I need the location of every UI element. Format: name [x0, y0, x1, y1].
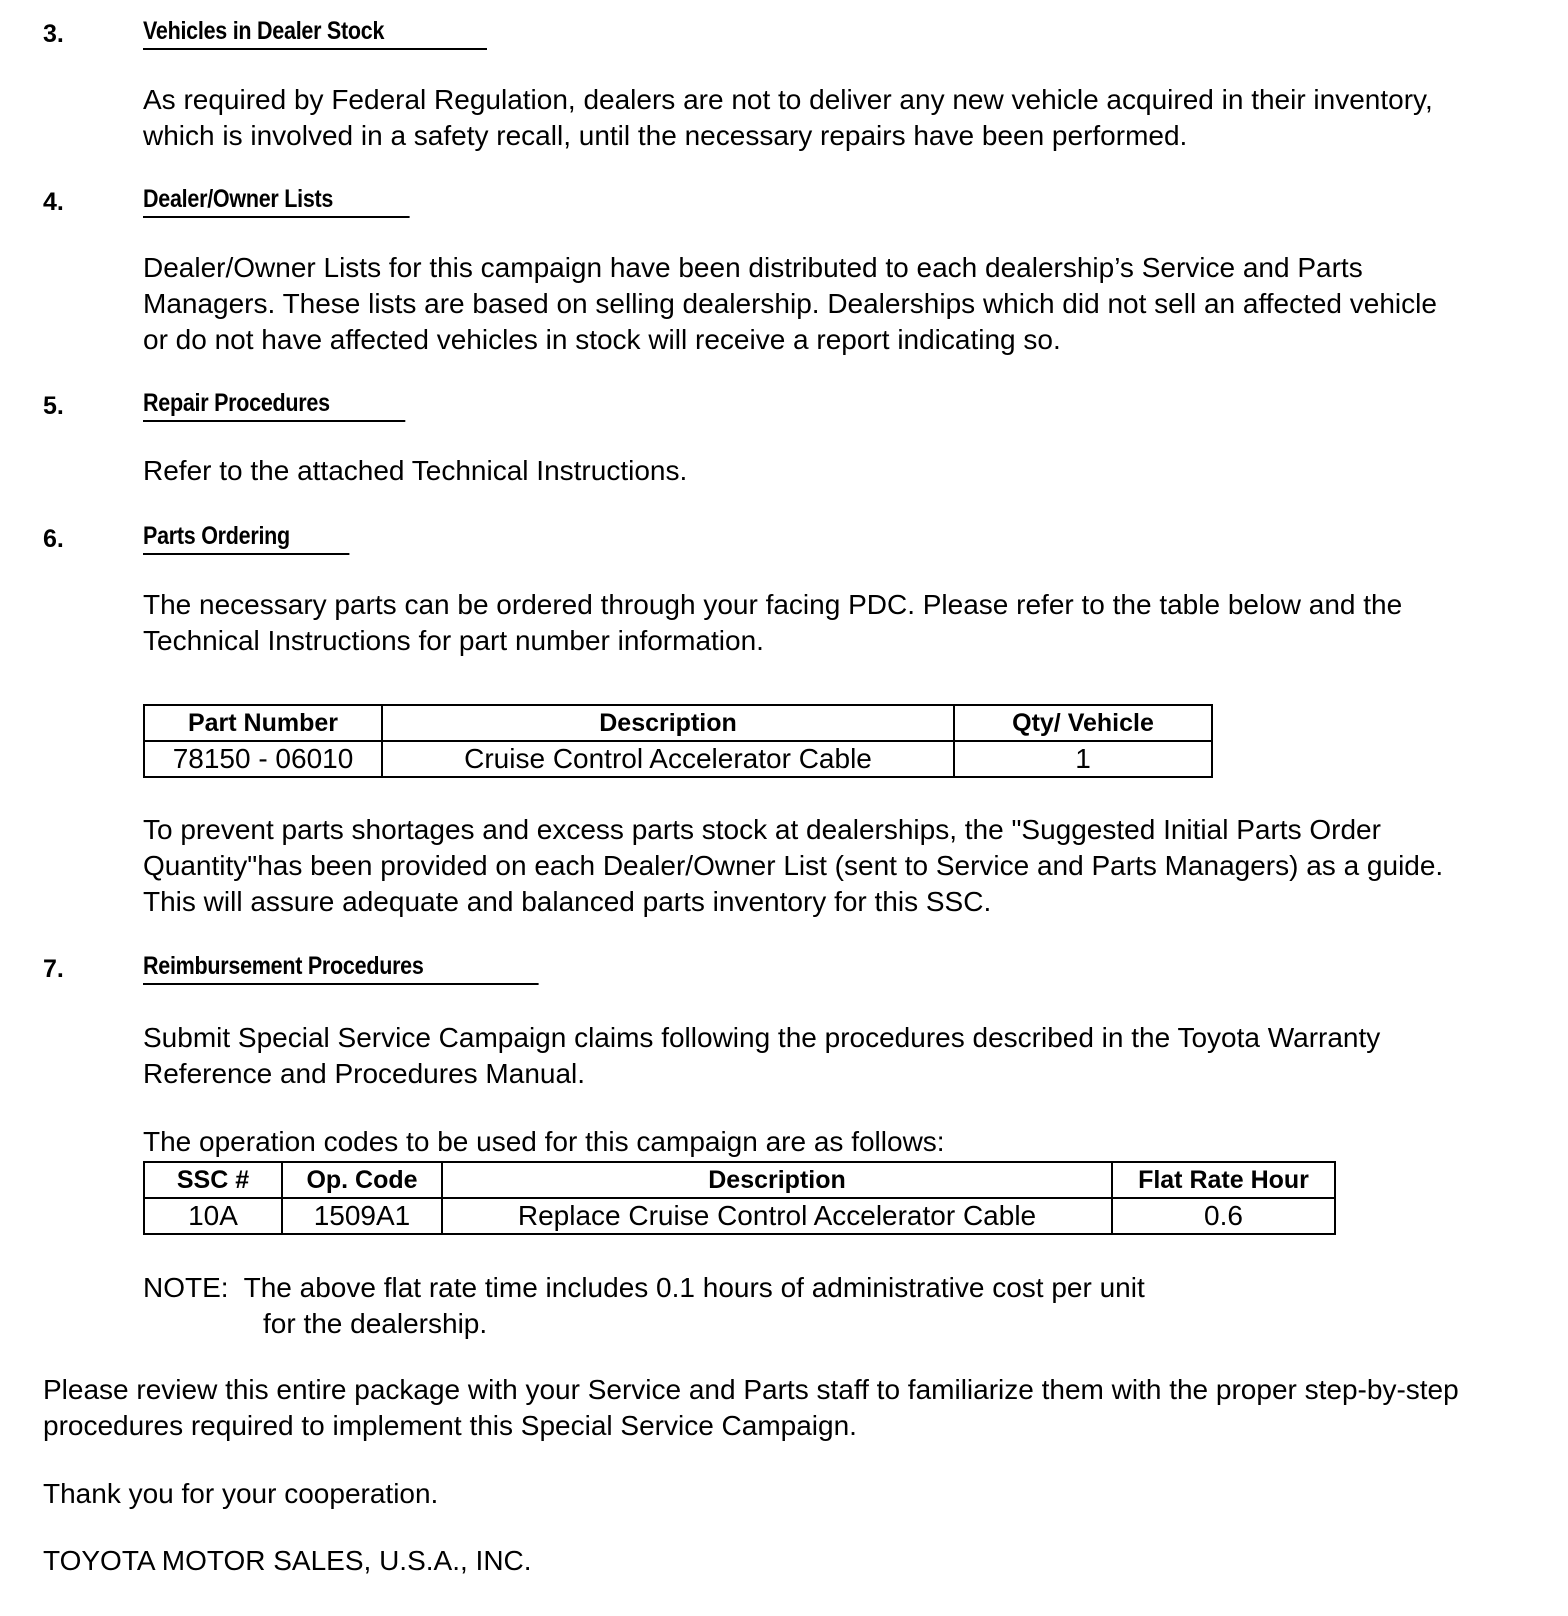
parts-header-part-number: Part Number [144, 705, 382, 741]
parts-header-qty: Qty/ Vehicle [954, 705, 1212, 741]
table-row [144, 741, 1212, 777]
section-3-body: As required by Federal Regulation, dealers are not to deliver any new vehicle acquired in their inventory, which is involved in a safety recall, until the necessary repairs have been performed. [143, 84, 1433, 151]
op-cell-ssc: 10A [144, 1198, 282, 1234]
section-7-number: 7. [43, 955, 64, 983]
company-name: TOYOTA MOTOR SALES, U.S.A., INC. [43, 1545, 532, 1576]
section-5-number: 5. [43, 392, 64, 420]
parts-cell-qty: 1 [954, 741, 1212, 777]
parts-header-description: Description [382, 705, 954, 741]
op-cell-description: Replace Cruise Control Accelerator Cable [442, 1198, 1112, 1234]
section-4-title: Dealer/Owner Lists [143, 184, 410, 218]
parts-cell-part-number: 78150 - 06010 [144, 741, 382, 777]
section-6-body: The necessary parts can be ordered through your facing PDC. Please refer to the table below and the Technical Instructions for part number information. [143, 589, 1403, 656]
section-7-body: Submit Special Service Campaign claims following the procedures described in the Toyota Warranty Reference and Procedures Manual. [143, 1022, 1381, 1089]
opcode-table [143, 1161, 1336, 1235]
op-header-description: Description [442, 1162, 1112, 1198]
op-header-ssc: SSC # [144, 1162, 282, 1198]
section-6-title: Parts Ordering [143, 521, 349, 555]
note-line-1: NOTE: The above flat rate time includes 0.1 hours of administrative cost per unit [143, 1272, 1145, 1303]
section-5-body: Refer to the attached Technical Instructions. [143, 455, 688, 486]
op-cell-op-code: 1509A1 [282, 1198, 442, 1234]
parts-cell-description: Cruise Control Accelerator Cable [382, 741, 954, 777]
section-3-title: Vehicles in Dealer Stock [143, 16, 487, 50]
section-4-number: 4. [43, 188, 64, 216]
parts-table [143, 704, 1213, 778]
closing-thanks: Thank you for your cooperation. [43, 1478, 439, 1509]
closing-review: Please review this entire package with your Service and Parts staff to familiarize them with the proper step-by-step procedures required to implement this Special Service Campaign. [43, 1374, 1459, 1441]
table-row [144, 1198, 1335, 1234]
opcode-intro: The operation codes to be used for this campaign are as follows: [143, 1126, 945, 1157]
section-6-after-table: To prevent parts shortages and excess parts stock at dealerships, the "Suggested Initial Parts Order Quantity"has been provided on each Dealer/Owner List (sent to Service and Parts Managers) as a guide. This will assure adequate and balanced parts inventory for this SSC. [143, 814, 1444, 917]
section-6-number: 6. [43, 525, 64, 553]
opcode-table-header-row [144, 1162, 1335, 1198]
section-4-body: Dealer/Owner Lists for this campaign have been distributed to each dealership’s Service and Parts Managers. These lists are based on selling dealership. Dealerships which did not sell an affected vehicle or do not have affected vehicles in stock will receive a report indicating so. [143, 252, 1437, 355]
note-line-2: for the dealership. [263, 1308, 488, 1339]
section-7-title: Reimbursement Procedures [143, 951, 539, 985]
section-3-number: 3. [43, 20, 64, 48]
section-5-title: Repair Procedures [143, 388, 405, 422]
parts-table-header-row [144, 705, 1212, 741]
op-header-op-code: Op. Code [282, 1162, 442, 1198]
op-cell-flat-rate: 0.6 [1112, 1198, 1335, 1234]
op-header-flat-rate: Flat Rate Hour [1112, 1162, 1335, 1198]
